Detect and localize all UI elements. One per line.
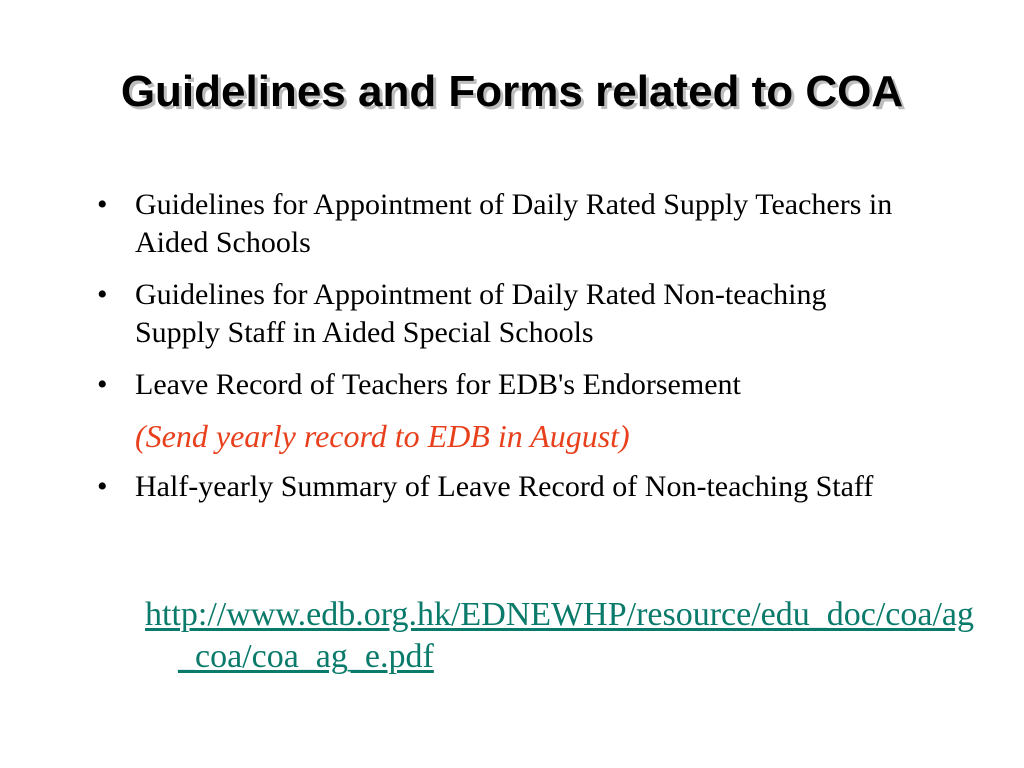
bullet-text: Leave Record of Teachers for EDB's Endorsement	[135, 368, 741, 401]
bullet-icon: •	[97, 278, 108, 311]
bullet-list	[97, 186, 917, 520]
bullet-text: Half-yearly Summary of Leave Record of Non-teaching Staff	[135, 470, 874, 503]
list-item	[97, 186, 917, 262]
list-item	[97, 276, 917, 352]
bullet-icon: •	[97, 188, 108, 221]
note-text: (Send yearly record to EDB in August)	[135, 418, 630, 454]
bullet-text: Guidelines for Appointment of Daily Rated Non-teaching Supply Staff in Aided Special Schools	[135, 278, 827, 349]
bullet-text: Guidelines for Appointment of Daily Rated Supply Teachers in Aided Schools	[135, 188, 893, 259]
bullet-icon: •	[97, 470, 108, 503]
slide-title: Guidelines and Forms related to COA	[120, 67, 904, 116]
list-item	[97, 468, 917, 506]
bullet-icon: •	[97, 368, 108, 401]
list-item	[97, 366, 917, 404]
document-link[interactable]: http://www.edb.org.hk/EDNEWHP/resource/edu_doc/coa/ag_coa/coa_ag_e.pdf	[145, 596, 975, 675]
